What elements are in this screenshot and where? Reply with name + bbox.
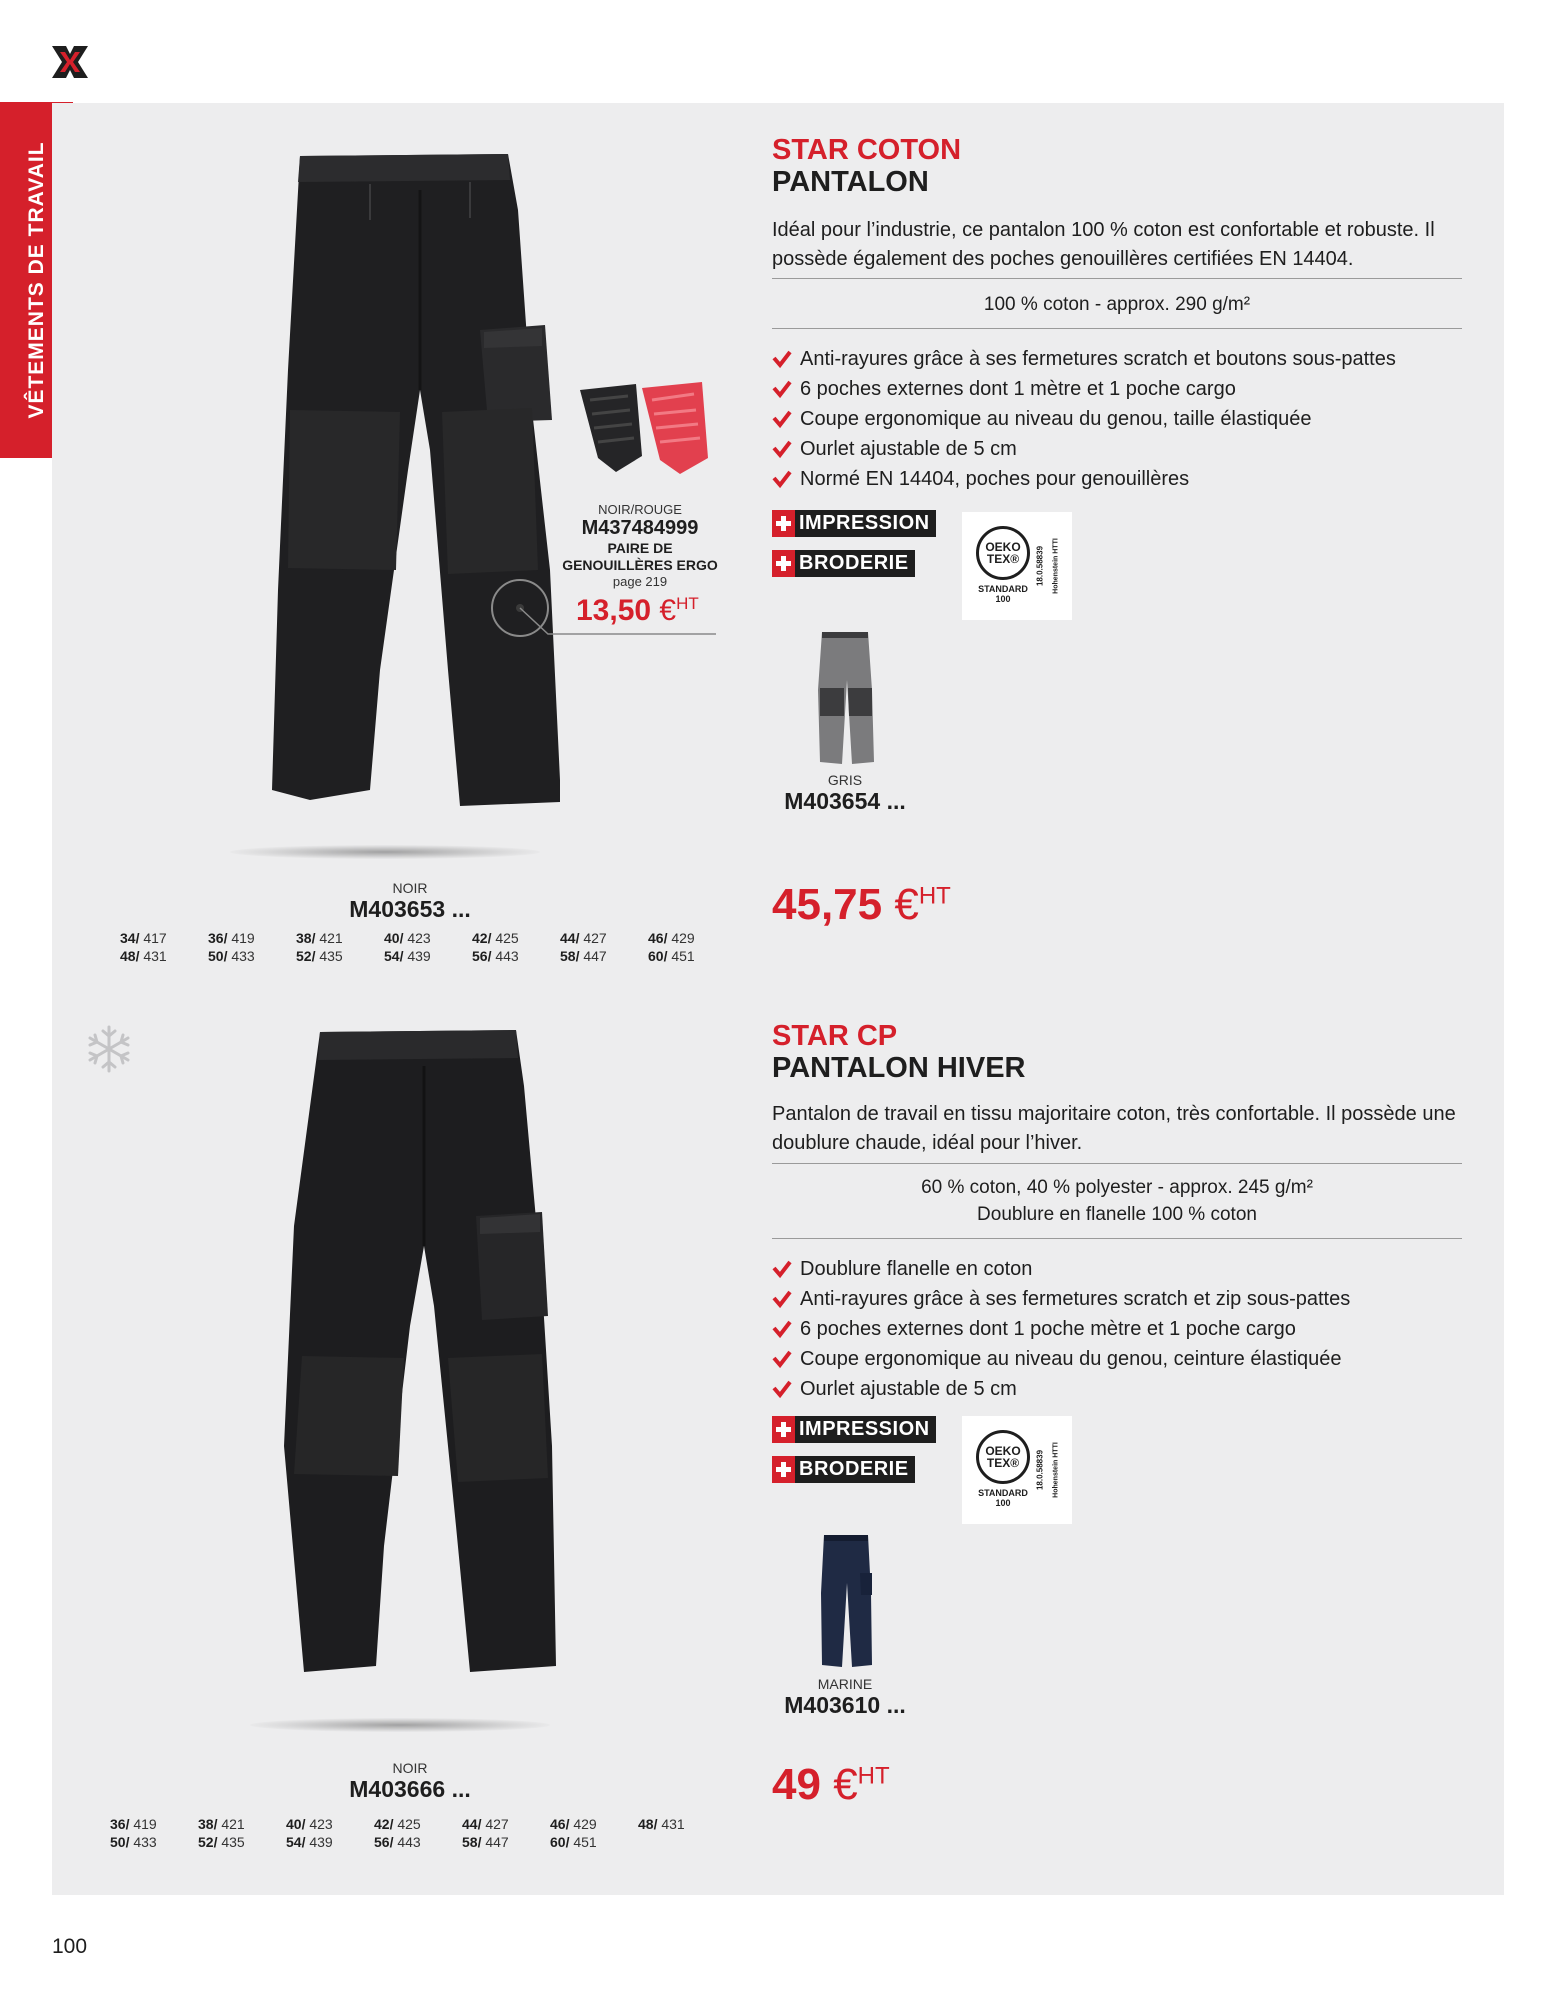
accessory-name-line2: GENOUILLÈRES ERGO: [562, 557, 718, 573]
alt-variant-color: GRIS: [827, 772, 863, 788]
oeko-tex-logo-icon: OEKO TEX®: [976, 526, 1030, 580]
main-variant-ref: M403653 ...: [349, 896, 471, 922]
impression-badge: IMPRESSION: [772, 1416, 936, 1443]
check-icon: [772, 469, 792, 489]
check-icon: [772, 1349, 792, 1369]
page-number: 100: [52, 1935, 88, 1958]
size-cell: 56/ 443: [374, 1834, 421, 1850]
oeko-institute: Hohenstein HTTI: [1052, 538, 1060, 594]
material-line: Doublure en flanelle 100 % coton: [977, 1204, 1257, 1225]
size-cell: 42/ 425: [374, 1816, 421, 1832]
price-tax: HT: [857, 1762, 890, 1790]
accessory-color: NOIR/ROUGE: [598, 502, 682, 517]
oeko-cert-number: 18.0.58839: [1035, 545, 1045, 587]
feature-item: Normé EN 14404, poches pour genouillères: [772, 464, 1396, 494]
oeko-standard: STANDARD 100: [978, 584, 1028, 604]
feature-item: Ourlet ajustable de 5 cm: [772, 1374, 1350, 1404]
main-variant-ref: M403666 ...: [349, 1776, 471, 1802]
accessory-price-tax: HT: [676, 594, 699, 613]
main-variant-label: [290, 880, 530, 923]
accessory-name-line1: PAIRE DE: [607, 540, 673, 556]
oeko-tex-label: [962, 512, 1072, 620]
size-cell: 42/ 425: [472, 930, 519, 946]
size-cell: 46/ 429: [648, 930, 695, 946]
check-icon: [772, 1259, 792, 1279]
size-cell: 38/ 421: [296, 930, 343, 946]
size-cell: 48/ 431: [638, 1816, 685, 1832]
size-cell: 58/ 447: [462, 1834, 509, 1850]
check-icon: [772, 409, 792, 429]
size-cell: 56/ 443: [472, 948, 519, 964]
size-cell: 50/ 433: [208, 948, 255, 964]
winter-pants-image: [280, 1026, 560, 1676]
impression-badge: IMPRESSION: [772, 510, 936, 537]
price-tax: HT: [918, 882, 951, 910]
main-variant-color: NOIR: [392, 880, 428, 896]
size-cell: 48/ 431: [120, 948, 167, 964]
feature-item: Coupe ergonomique au niveau du genou, ceinture élastiquée: [772, 1344, 1350, 1374]
plus-icon: [772, 1456, 795, 1483]
size-cell: 54/ 439: [384, 948, 431, 964]
feature-item: Ourlet ajustable de 5 cm: [772, 434, 1396, 464]
size-cell: 52/ 435: [198, 1834, 245, 1850]
divider: [772, 278, 1462, 279]
size-cell: 44/ 427: [560, 930, 607, 946]
oeko-tex-label: [962, 1416, 1072, 1524]
accessory-price-amount: 13,50: [576, 594, 652, 627]
price-currency: €: [833, 1760, 858, 1809]
snowflake-icon: [84, 1024, 134, 1074]
black-pants-image: [270, 150, 570, 810]
check-icon: [772, 349, 792, 369]
section-tab-label: VÊTEMENTS DE TRAVAIL: [24, 141, 48, 419]
size-grid: [110, 1816, 704, 1850]
feature-item: Anti-rayures grâce à ses fermetures scratch et boutons sous-pattes: [772, 344, 1396, 374]
main-variant-color: NOIR: [392, 1760, 428, 1776]
oeko-tex-logo-icon: OEKO TEX®: [976, 1430, 1030, 1484]
product-description: Pantalon de travail en tissu majoritaire coton, très confortable. Il possède une doublure chaude, idéal pour l’hiver.: [772, 1103, 1456, 1154]
oeko-cert-number: 18.0.58839: [1035, 1449, 1045, 1491]
divider: [772, 1238, 1462, 1239]
oeko-institute: Hohenstein HTTI: [1052, 1442, 1060, 1498]
size-grid: [120, 930, 714, 964]
alt-variant-label: [760, 1676, 930, 1719]
alt-variant-color: MARINE: [817, 1676, 873, 1692]
check-icon: [772, 1289, 792, 1309]
material-line: 100 % coton - approx. 290 g/m²: [983, 294, 1251, 315]
size-cell: 34/ 417: [120, 930, 167, 946]
size-cell: 38/ 421: [198, 1816, 245, 1832]
size-cell: 50/ 433: [110, 1834, 157, 1850]
plus-icon: [772, 510, 795, 537]
pants-shadow: [250, 1718, 550, 1732]
accessory-info: [552, 502, 728, 589]
divider: [772, 328, 1462, 329]
main-variant-label: [290, 1760, 530, 1803]
material-line: 60 % coton, 40 % polyester - approx. 245 g/m²: [921, 1177, 1313, 1198]
plus-icon: [772, 550, 795, 577]
check-icon: [772, 1379, 792, 1399]
size-cell: 60/ 451: [648, 948, 695, 964]
brand-logo-icon: [48, 40, 92, 84]
size-cell: 46/ 429: [550, 1816, 597, 1832]
oeko-standard: STANDARD 100: [978, 1488, 1028, 1508]
feature-list: [772, 1254, 1350, 1404]
knee-pads-image: [576, 378, 716, 478]
product-description: Idéal pour l’industrie, ce pantalon 100 % coton est confortable et robuste. Il possède également des poches genouillères certifiées EN 14404.: [772, 219, 1435, 270]
alt-variant-ref: M403610 ...: [784, 1692, 906, 1718]
navy-pants-thumbnail: [818, 1533, 874, 1668]
accessory-page-ref: page 219: [612, 574, 668, 589]
price-amount: 45,75: [772, 880, 883, 929]
alt-variant-ref: M403654 ...: [784, 788, 906, 814]
size-cell: 36/ 419: [110, 1816, 157, 1832]
price-amount: 49: [772, 1760, 821, 1809]
size-cell: 58/ 447: [560, 948, 607, 964]
feature-item: 6 poches externes dont 1 mètre et 1 poche cargo: [772, 374, 1396, 404]
feature-item: Doublure flanelle en coton: [772, 1254, 1350, 1284]
size-cell: 54/ 439: [286, 1834, 333, 1850]
accessory-price-currency: €: [659, 594, 677, 627]
check-icon: [772, 439, 792, 459]
accessory-ref: M437484999: [581, 517, 699, 539]
alt-variant-label: [760, 772, 930, 815]
check-icon: [772, 379, 792, 399]
material-info: [772, 1174, 1462, 1228]
size-cell: 52/ 435: [296, 948, 343, 964]
accessory-price: [576, 594, 699, 628]
broderie-badge: BRODERIE: [772, 1456, 915, 1483]
price-currency: €: [894, 880, 919, 929]
product-title-black: PANTALON HIVER: [772, 1052, 1026, 1084]
grey-pants-thumbnail: [816, 630, 876, 765]
size-cell: 40/ 423: [286, 1816, 333, 1832]
broderie-badge: BRODERIE: [772, 550, 915, 577]
feature-item: Anti-rayures grâce à ses fermetures scratch et zip sous-pattes: [772, 1284, 1350, 1314]
feature-list: [772, 344, 1396, 494]
check-icon: [772, 1319, 792, 1339]
size-cell: 44/ 427: [462, 1816, 509, 1832]
size-cell: 36/ 419: [208, 930, 255, 946]
size-cell: 40/ 423: [384, 930, 431, 946]
product-title-red: STAR CP: [772, 1020, 898, 1052]
feature-item: 6 poches externes dont 1 poche mètre et 1 poche cargo: [772, 1314, 1350, 1344]
plus-icon: [772, 1416, 795, 1443]
feature-item: Coupe ergonomique au niveau du genou, taille élastiquée: [772, 404, 1396, 434]
product-title-black: PANTALON: [772, 166, 929, 198]
product-price: [772, 880, 951, 930]
product-price: [772, 1760, 890, 1810]
material-info: [772, 291, 1462, 318]
pants-shadow: [230, 845, 540, 859]
divider: [772, 1163, 1462, 1164]
product-title-red: STAR COTON: [772, 134, 962, 166]
size-cell: 60/ 451: [550, 1834, 597, 1850]
